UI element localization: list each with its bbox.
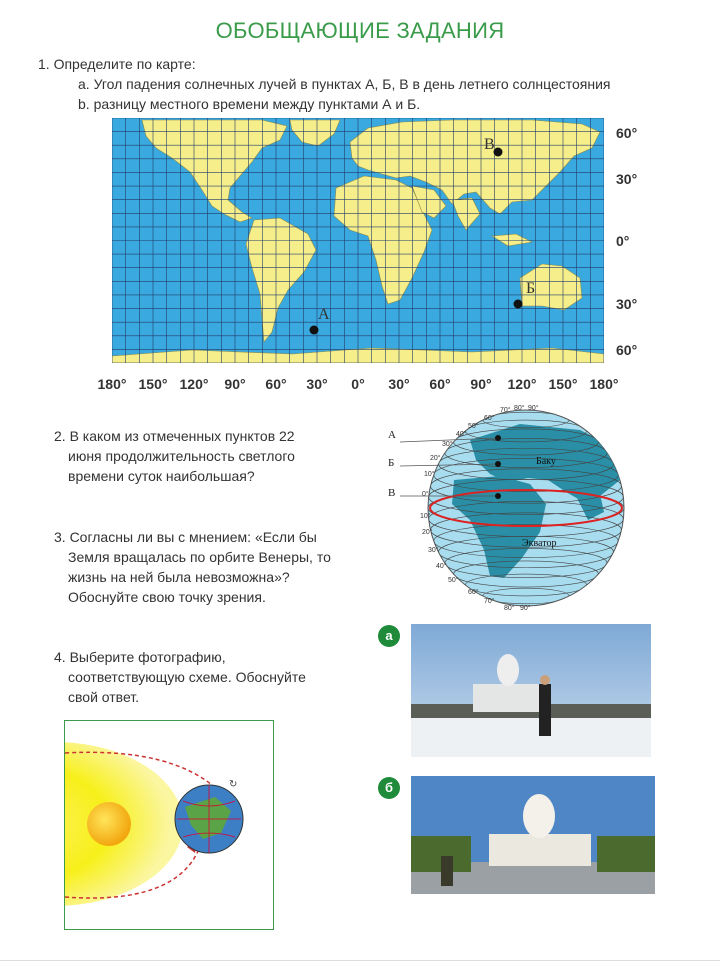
task4-line3: свой ответ. (68, 689, 140, 705)
task3-line1: 3. Согласны ли вы с мнением: «Если бы (54, 529, 317, 545)
person-b (441, 856, 453, 886)
capitol-building-b (489, 834, 591, 866)
task4-line1: 4. Выберите фотографию, (54, 649, 226, 665)
globe-degree-label: 10° (420, 513, 431, 520)
globe-degree-label: 80° (514, 405, 525, 412)
map-label-a: А (318, 306, 330, 323)
lat-label-0: 0° (616, 233, 630, 249)
globe-degree-label: 50° (468, 423, 479, 430)
rotation-icon: ↻ (229, 779, 238, 790)
globe-degree-label: 40° (456, 431, 467, 438)
longitude-label: 180° (97, 376, 127, 392)
page-bottom-rule (0, 960, 720, 961)
capitol-dome-b (523, 794, 555, 838)
photo-a[interactable] (411, 624, 651, 757)
globe-degree-label: 80° (504, 605, 515, 612)
globe-diagram (380, 400, 640, 615)
photo-b[interactable] (411, 776, 655, 894)
globe-degree-label: 20° (430, 455, 441, 462)
longitude-label: 60° (265, 376, 287, 392)
task3-line4: Обоснуйте свою точку зрения. (68, 589, 266, 605)
task1-heading: 1. Определите по карте: (38, 56, 196, 72)
globe-degree-label: 30° (428, 547, 439, 554)
globe-point-v (495, 493, 501, 499)
lat-label-60n: 60° (616, 125, 638, 141)
globe-degree-label: 20° (422, 529, 433, 536)
longitude-label: 30° (306, 376, 328, 392)
globe-degree-label: 60° (468, 589, 479, 596)
longitude-label: 120° (507, 376, 537, 392)
globe-degree-label: 50° (448, 577, 459, 584)
longitude-label: 90° (224, 376, 246, 392)
person-a-head (540, 675, 550, 685)
world-map (112, 118, 604, 363)
longitude-label: 60° (429, 376, 451, 392)
longitude-label: 90° (470, 376, 492, 392)
task3-line2: Земля вращалась по орбите Венеры, то (68, 549, 331, 565)
globe-degree-label: 90° (528, 405, 539, 412)
point-v (494, 148, 503, 157)
longitude-label: 0° (351, 376, 365, 392)
globe-label-b: Б (388, 457, 395, 469)
person-a (539, 684, 551, 736)
task2-line2: июня продолжительность светлого (68, 448, 295, 464)
equator-label: Экватор (522, 538, 557, 549)
task1-item-a: a. Угол падения солнечных лучей в пунктах А, Б, В в день летнего солнцестояния (78, 76, 611, 92)
point-a (310, 326, 319, 335)
globe-degree-label: 90° (520, 605, 531, 612)
photo-a-badge: а (378, 625, 400, 647)
photo-b-badge: б (378, 777, 400, 799)
sun (87, 802, 131, 846)
sun-earth-diagram (64, 720, 274, 930)
task1-item-b: b. разницу местного времени между пунктами А и Б. (78, 96, 421, 112)
task2-line1: 2. В каком из отмеченных пунктов 22 (54, 428, 295, 444)
globe-point-a (495, 435, 501, 441)
task2-line3: времени суток наибольшая? (68, 468, 255, 484)
globe-point-b (495, 461, 501, 467)
capitol-dome-a (497, 654, 519, 686)
lat-label-30s: 30° (616, 296, 638, 312)
snow-ground (411, 716, 651, 757)
globe-degree-label: 10° (424, 471, 435, 478)
baku-label: Баку (536, 456, 556, 467)
capitol-building-a (473, 684, 543, 712)
page-title: ОБОБЩАЮЩИЕ ЗАДАНИЯ (215, 18, 505, 43)
lat-label-30n: 30° (616, 171, 638, 187)
longitude-label: 30° (388, 376, 410, 392)
lat-label-60s: 60° (616, 342, 638, 358)
map-label-v: В (484, 136, 495, 153)
globe-degree-label: 70° (484, 598, 495, 605)
globe-degree-label: 70° (500, 407, 511, 414)
globe-degree-label: 60° (484, 415, 495, 422)
point-b (514, 300, 523, 309)
globe-label-a: А (388, 429, 396, 441)
globe-degree-label: 30° (442, 441, 453, 448)
task4-line2: соответствующую схеме. Обоснуйте (68, 669, 306, 685)
longitude-label: 120° (179, 376, 209, 392)
globe-degree-label: 0° (422, 491, 429, 498)
task3-line3: жизнь на ней была невозможна»? (68, 569, 290, 585)
longitude-labels (0, 376, 720, 396)
globe-degree-label: 40° (436, 563, 447, 570)
globe-label-v: В (388, 487, 396, 499)
map-label-b: Б (526, 280, 536, 297)
longitude-label: 150° (138, 376, 168, 392)
trees-right (597, 836, 655, 872)
longitude-label: 150° (548, 376, 578, 392)
longitude-label: 180° (589, 376, 619, 392)
